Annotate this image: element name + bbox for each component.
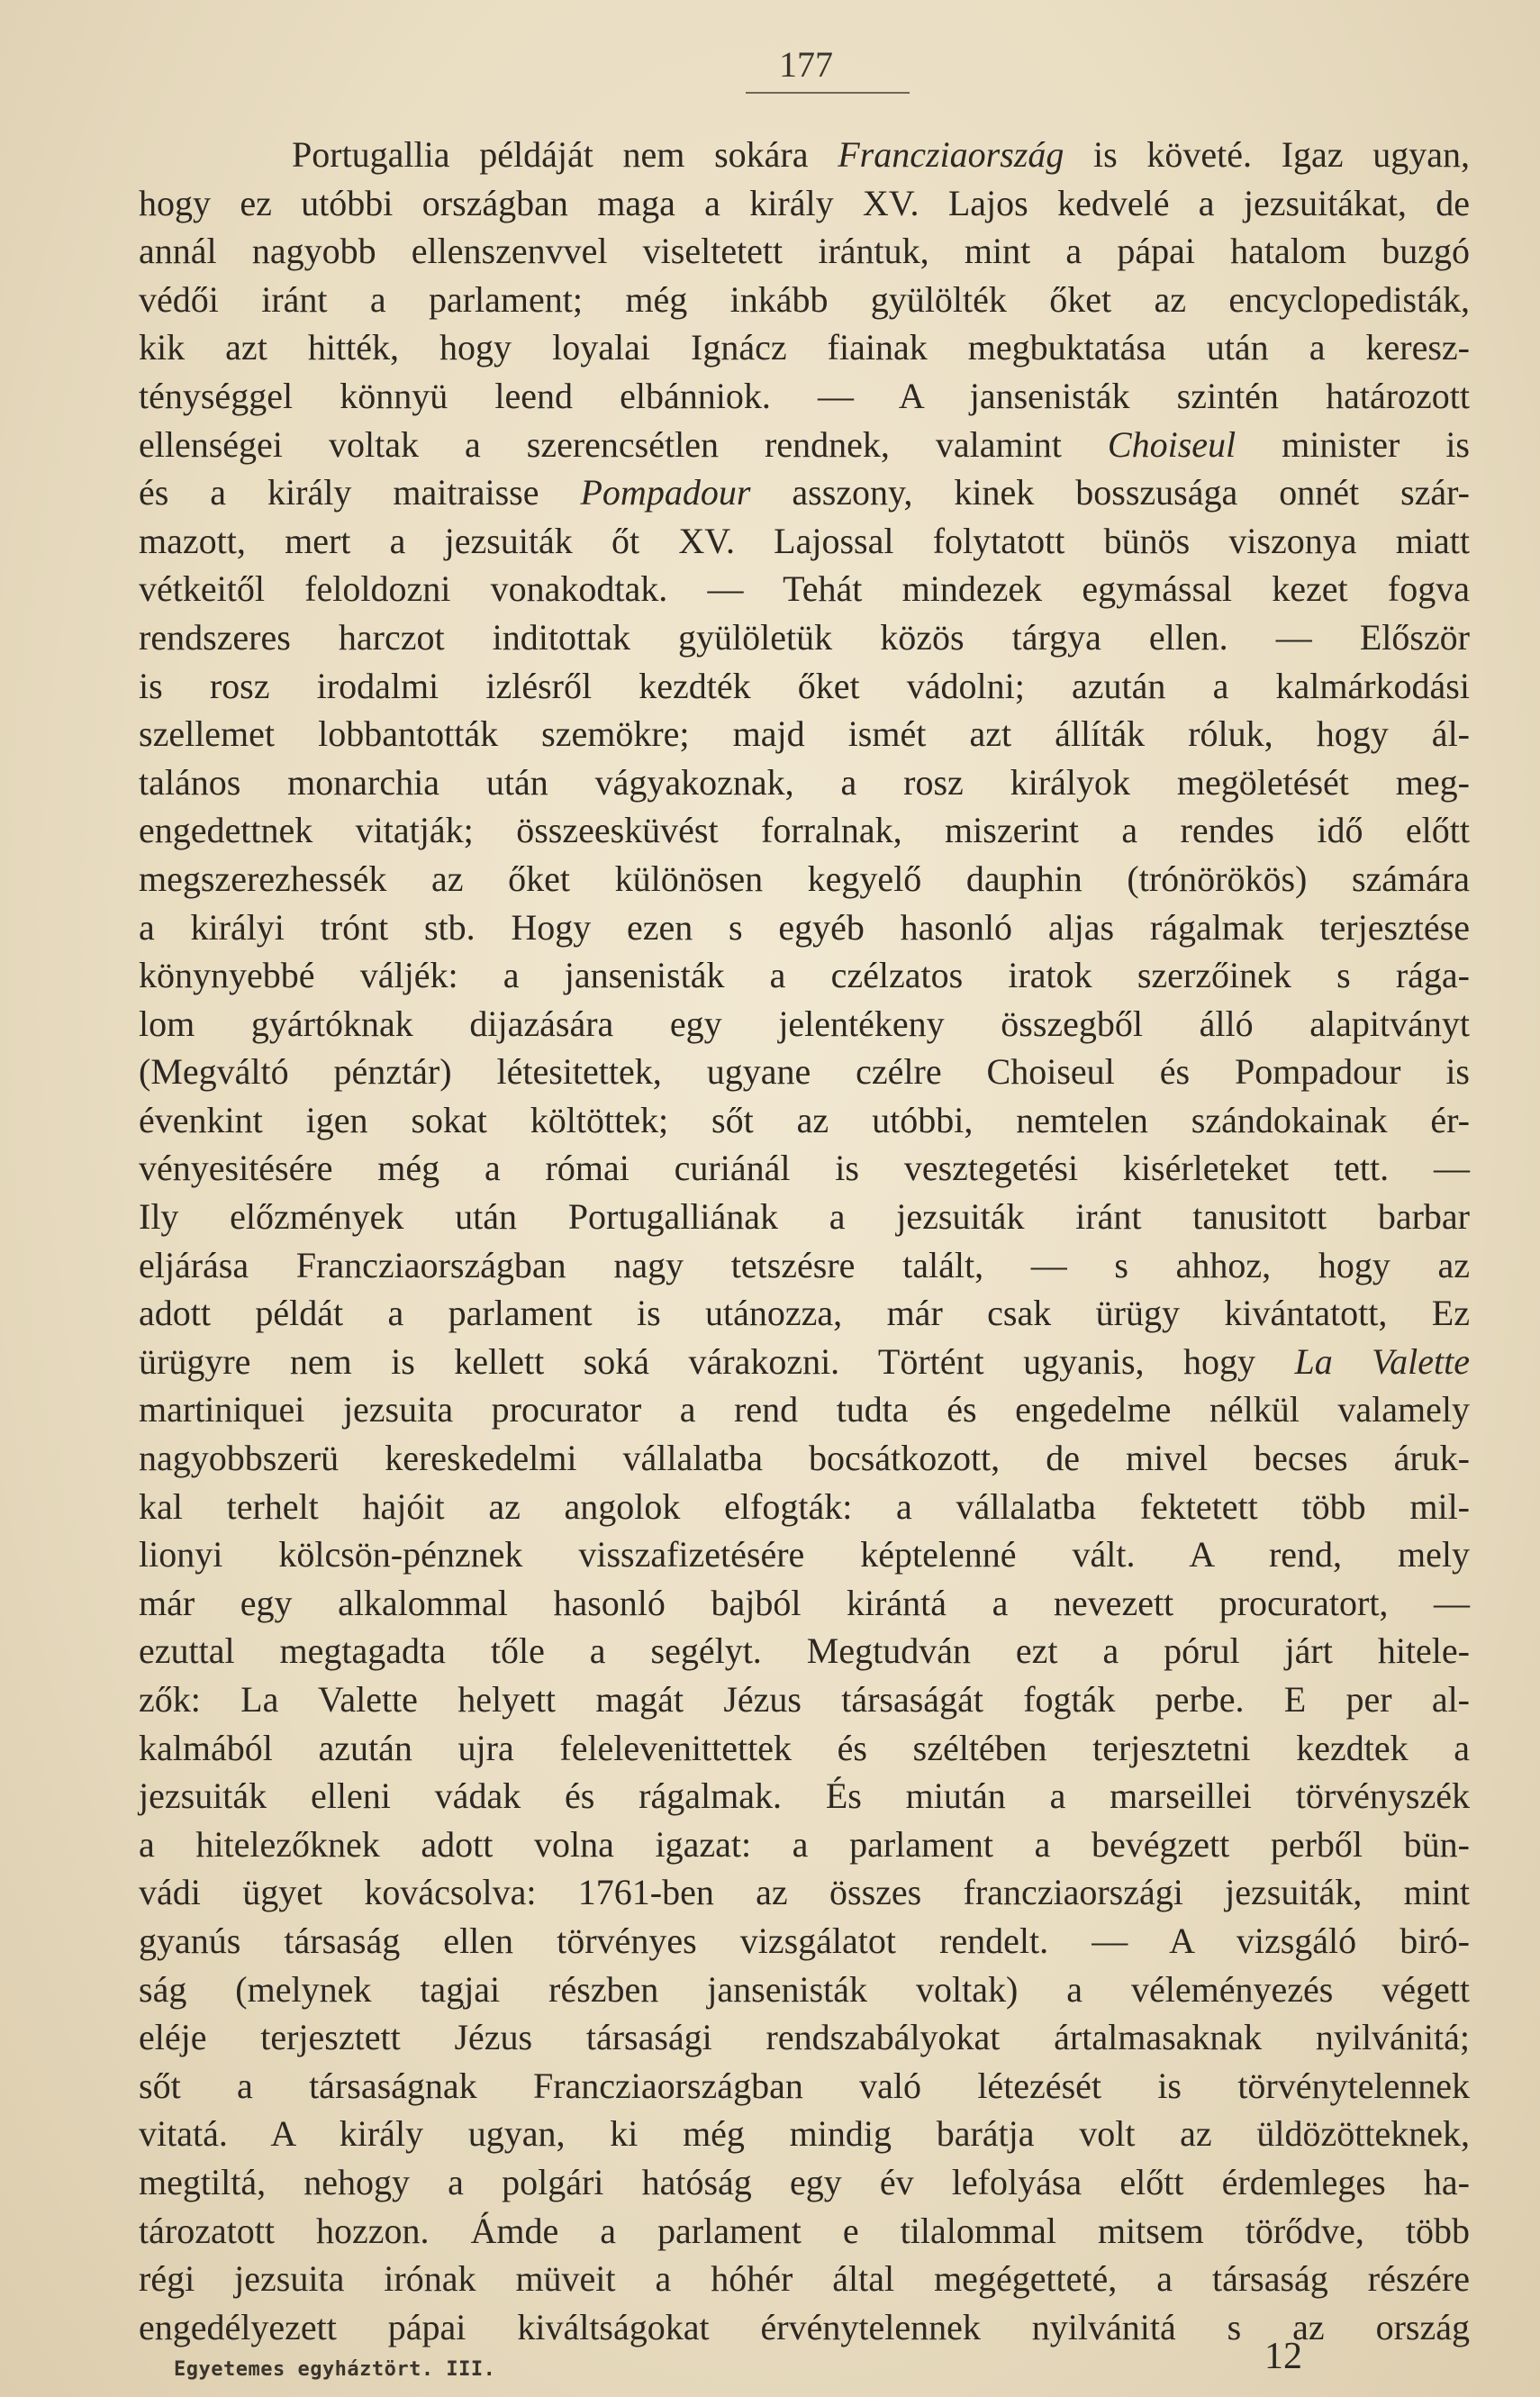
text-run: ezuttal megtagadta tőle a segélyt. Megtudván ezt a pórul járt hitele-	[139, 1630, 1470, 1672]
text-line	[139, 1868, 1470, 1917]
text-line	[139, 1385, 1470, 1434]
body-text	[139, 131, 1470, 2351]
text-line	[139, 1434, 1470, 1483]
text-run: kal terhelt hajóit az angolok elfogták: a vállalatba fektetett több mil-	[139, 1485, 1470, 1527]
text-line	[139, 1338, 1470, 1386]
text-run: a királyi trónt stb. Hogy ezen s egyéb hasonló aljas rágalmak terjesztése	[139, 906, 1470, 948]
text-run: eljárása Francziaországban nagy tetszésre talált, — s ahhoz, hogy az	[139, 1244, 1470, 1285]
text-line	[139, 855, 1470, 903]
text-line	[139, 1530, 1470, 1579]
text-run: hogy ez utóbbi országban maga a király XV. Lajos kedvelé a jezsuitákat, de	[139, 182, 1470, 223]
text-run: a hitelezőknek adott volna igazat: a parlament a bevégzett perből bün-	[139, 1823, 1470, 1865]
text-line	[139, 1820, 1470, 1869]
text-line	[139, 372, 1470, 421]
text-line	[139, 1675, 1470, 1724]
text-line	[139, 1579, 1470, 1628]
text-line	[139, 2255, 1470, 2303]
text-run: vitatá. A király ugyan, ki még mindig barátja volt az üldözötteknek,	[139, 2113, 1470, 2155]
text-run: Portugallia példáját nem sokára	[292, 134, 838, 175]
text-run: megszerezhessék az őket különösen kegyelő dauphin (trónörökös) számára	[139, 858, 1470, 899]
text-run: adott példát a parlament is utánozza, már csak ürügy kivántatott, Ez	[139, 1293, 1470, 1334]
text-line	[139, 1772, 1470, 1820]
text-run: gyanús társaság ellen törvényes vizsgálatot rendelt. — A vizsgáló biró-	[139, 1920, 1470, 1961]
text-run: vényesitésére még a római curiánál is vesztegetési kisérleteket tett. —	[139, 1148, 1470, 1189]
text-run: is követé. Igaz ugyan,	[1064, 134, 1470, 175]
text-run: eléje terjesztett Jézus társasági rendszabályokat ártalmasaknak nyilvánitá;	[139, 2017, 1470, 2058]
text-run: ság (melynek tagjai részben jansenisták voltak) a véleményezés végett	[139, 1968, 1470, 2010]
italic-term: Choiseul	[1107, 423, 1237, 465]
italic-term: La Valette	[1294, 1340, 1470, 1382]
text-line	[139, 2062, 1470, 2111]
text-run: ellenségei voltak a szerencsétlen rendnek, valamint	[139, 423, 1108, 465]
text-line	[139, 1096, 1470, 1145]
text-line	[139, 1193, 1470, 1241]
text-run: engedélyezett pápai kiváltságokat érvénytelennek nyilvánitá s az ország	[139, 2306, 1470, 2347]
text-line	[139, 323, 1470, 372]
text-line	[139, 517, 1470, 566]
text-line	[139, 2110, 1470, 2158]
text-run: vétkeitől feloldozni vonakodtak. — Tehát mindezek egymással kezet fogva	[139, 568, 1470, 610]
text-run: nagyobbszerü kereskedelmi vállalatba bocsátkozott, de mivel becses áruk-	[139, 1438, 1470, 1479]
text-line	[139, 1144, 1470, 1193]
text-run: minister is	[1236, 423, 1470, 465]
text-run: (Megváltó pénztár) létesitettek, ugyane czélre Choiseul és Pompadour is	[139, 1051, 1470, 1093]
footer-signature-title: Egyetemes egyháztört. III.	[174, 2358, 496, 2381]
text-line	[139, 758, 1470, 807]
text-line	[139, 806, 1470, 855]
text-run: rendszeres harczot inditottak gyülöletük közös tárgya ellen. — Először	[139, 616, 1470, 658]
text-line	[139, 2207, 1470, 2256]
text-line	[139, 1627, 1470, 1675]
text-line	[139, 421, 1470, 469]
text-run: asszony, kinek bosszusága onnét szár-	[750, 472, 1470, 513]
text-run: mazott, mert a jezsuiták őt XV. Lajossal folytatott bünös viszonya miatt	[139, 520, 1470, 561]
italic-term: Pompadour	[580, 472, 751, 513]
text-run: Ily előzmények után Portugalliának a jezsuiták iránt tanusitott barbar	[139, 1196, 1470, 1238]
text-run: martiniquei jezsuita procurator a rend tudta és engedelme nélkül valamely	[139, 1389, 1470, 1430]
header-rule	[746, 92, 910, 94]
text-line	[139, 662, 1470, 711]
text-line	[139, 276, 1470, 324]
text-line	[139, 468, 1470, 517]
text-line	[139, 565, 1470, 613]
text-run: ürügyre nem is kellett soká várakozni. Történt ugyanis, hogy	[139, 1340, 1295, 1382]
text-run: szellemet lobbantották szemökre; majd ismét azt állíták róluk, hogy ál-	[139, 713, 1470, 755]
text-run: annál nagyobb ellenszenvvel viseltetett irántuk, mint a pápai hatalom buzgó	[139, 231, 1470, 272]
text-run: könynyebbé váljék: a jansenisták a czélzatos iratok szerzőinek s rága-	[139, 955, 1470, 996]
text-line	[139, 613, 1470, 662]
text-run: tározatott hozzon. Ámde a parlament e tilalommal mitsem törődve, több	[139, 2210, 1470, 2251]
text-line	[139, 1000, 1470, 1049]
text-run: kik azt hitték, hogy loyalai Ignácz fiainak megbuktatása után a keresz-	[139, 327, 1470, 368]
footer-signature-number: 12	[1264, 2336, 1302, 2377]
text-run: kalmából azután ujra felelevenittettek és széltében terjesztetni kezdtek a	[139, 1727, 1470, 1768]
text-line	[139, 903, 1470, 952]
text-line	[139, 1724, 1470, 1773]
text-run: már egy alkalommal hasonló bajból kirántá a nevezett procuratort, —	[139, 1582, 1470, 1623]
page-number: 177	[779, 44, 833, 85]
text-run: sőt a társaságnak Francziaországban való létezését is törvénytelennek	[139, 2065, 1470, 2106]
text-line	[139, 1048, 1470, 1096]
text-run: vádi ügyet kovácsolva: 1761-ben az összes francziaországi jezsuiták, mint	[139, 1872, 1470, 1913]
text-run: védői iránt a parlament; még inkább gyülölték őket az encyclopedisták,	[139, 278, 1470, 320]
text-run: is rosz irodalmi izlésről kezdték őket vádolni; azután a kalmárkodási	[139, 665, 1470, 706]
text-run: lionyi kölcsön-pénznek visszafizetésére képtelenné vált. A rend, mely	[139, 1534, 1470, 1575]
text-line	[139, 1241, 1470, 1290]
text-line	[139, 227, 1470, 276]
text-run: zők: La Valette helyett magát Jézus társaságát fogták perbe. E per al-	[139, 1679, 1470, 1720]
italic-term: Francziaország	[838, 134, 1064, 175]
text-run: jezsuiták elleni vádak és rágalmak. És miután a marseillei törvényszék	[139, 1775, 1470, 1817]
text-line	[139, 131, 1470, 179]
text-line	[139, 1289, 1470, 1338]
text-line	[139, 951, 1470, 1000]
text-run: megtiltá, nehogy a polgári hatóság egy év lefolyása előtt érdemleges ha-	[139, 2161, 1470, 2202]
text-line	[139, 1483, 1470, 1531]
text-run: lom gyártóknak dijazására egy jelentékeny összegből álló alapitványt	[139, 1003, 1470, 1044]
text-run: talános monarchia után vágyakoznak, a rosz királyok megöletését meg-	[139, 761, 1470, 803]
text-run: ténységgel könnyü leend elbánniok. — A jansenisták szintén határozott	[139, 375, 1470, 416]
text-run: évenkint igen sokat költöttek; sőt az utóbbi, nemtelen szándokainak ér-	[139, 1099, 1470, 1140]
text-run: és a király maitraisse	[139, 472, 581, 513]
text-run: régi jezsuita irónak müveit a hóhér által megégetteté, a társaság részére	[139, 2258, 1470, 2300]
text-line	[139, 2013, 1470, 2062]
text-line	[139, 710, 1470, 758]
text-line	[139, 2158, 1470, 2207]
text-line	[139, 1966, 1470, 2014]
text-line	[139, 1917, 1470, 1966]
text-run: engedettnek vitatják; összeesküvést forralnak, miszerint a rendes idő előtt	[139, 810, 1470, 851]
text-line	[139, 179, 1470, 228]
